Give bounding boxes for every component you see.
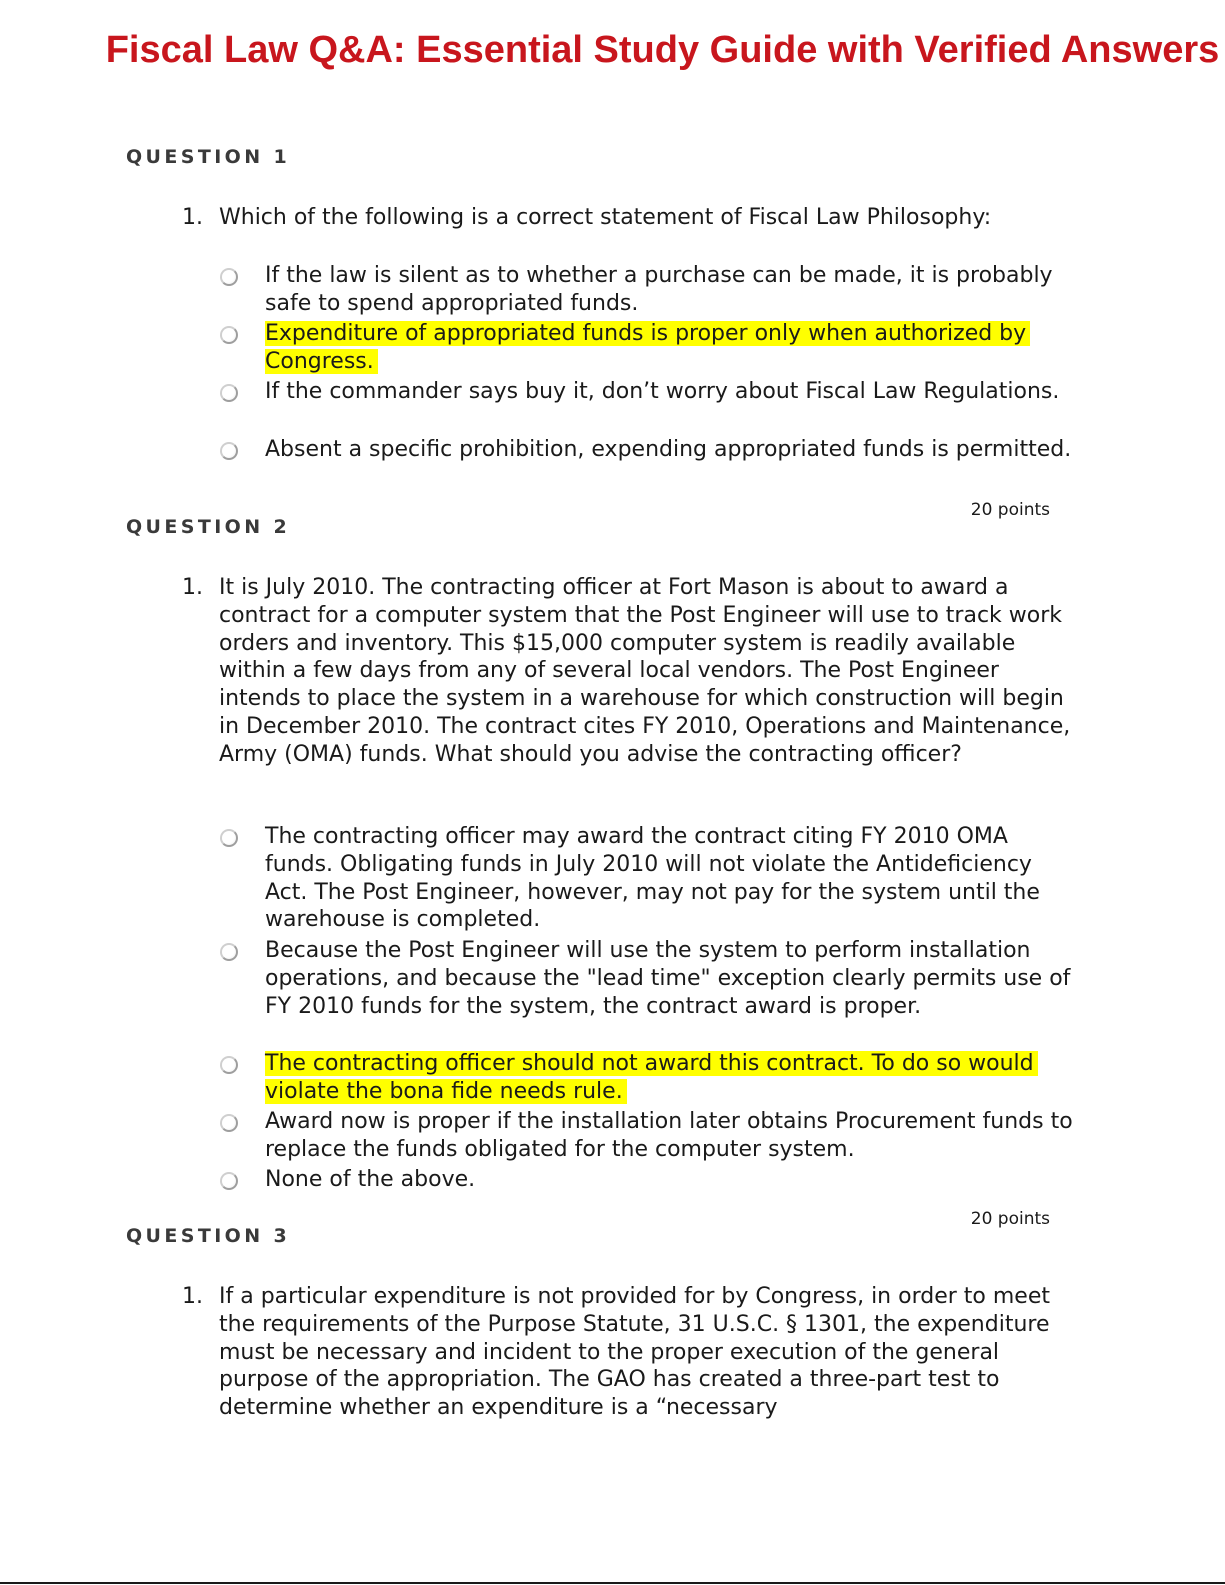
question-1-number: 1. <box>182 205 203 230</box>
option-label-highlighted <box>265 320 1075 376</box>
option-label-highlighted <box>265 1050 1035 1106</box>
question-2-text: It is July 2010. The contracting officer at Fort Mason is about to award a contract for a computer system that the Post Engineer will use to track work orders and inventory. This $15,000 computer system is readily available within a few days from any of several local vendors. The Post Engineer intends to place the system in a warehouse for which construction will begin in December 2010. The contract cites FY 2010, Operations and Maintenance, Army (OMA) funds. What should you advise the contracting officer? <box>219 575 1071 767</box>
question-2-heading: QUESTION 2 <box>126 516 291 538</box>
question-2-number: 1. <box>182 575 203 600</box>
radio-button-icon[interactable] <box>220 943 238 961</box>
correct-answer-highlight: The contracting officer should not award this contract. To do so would violate the bona fide needs rule. <box>265 1051 1038 1104</box>
option-label: Because the Post Engineer will use the system to perform installation operations, and because the "lead time" exception clearly permits use of FY 2010 funds for the system, the contract award is proper. <box>265 938 1071 1019</box>
question-1-points: 20 points <box>970 500 1050 520</box>
radio-button-icon[interactable] <box>220 1172 238 1190</box>
option-label: Award now is proper if the installation later obtains Procurement funds to replace the funds obligated for the computer system. <box>265 1109 1073 1162</box>
question-3-number: 1. <box>182 1284 203 1309</box>
radio-button-icon[interactable] <box>220 268 238 286</box>
question-3-text: If a particular expenditure is not provided for by Congress, in order to meet the requirements of the Purpose Statute, 31 U.S.C. § 1301, the expenditure must be necessary and incident to the proper execution of the general purpose of the appropriation. The GAO has created a three-part test to determine whether an expenditure is a “necessary <box>219 1284 1050 1421</box>
radio-button-icon[interactable] <box>220 326 238 344</box>
question-2-points: 20 points <box>970 1209 1050 1229</box>
page-bottom-rule <box>0 1582 1225 1584</box>
option-label: Absent a specific prohibition, expending appropriated funds is permitted. <box>265 437 1072 462</box>
question-3-heading: QUESTION 3 <box>126 1225 291 1247</box>
radio-button-icon[interactable] <box>220 384 238 402</box>
radio-button-icon[interactable] <box>220 1114 238 1132</box>
radio-button-icon[interactable] <box>220 1056 238 1074</box>
correct-answer-highlight: Expenditure of appropriated funds is proper only when authorized by Congress. <box>265 321 1030 374</box>
radio-button-icon[interactable] <box>220 442 238 460</box>
question-1-heading: QUESTION 1 <box>126 146 291 168</box>
option-label: The contracting officer may award the contract citing FY 2010 OMA funds. Obligating funds in July 2010 will not violate the Antideficiency Act. The Post Engineer, however, may not pay for the system until the warehouse is completed. <box>265 824 1040 933</box>
radio-button-icon[interactable] <box>220 829 238 847</box>
option-label: None of the above. <box>265 1167 476 1192</box>
question-1-text: Which of the following is a correct statement of Fiscal Law Philosophy: <box>219 205 992 230</box>
option-label: If the commander says buy it, don’t worry about Fiscal Law Regulations. <box>265 379 1060 404</box>
document-title: Fiscal Law Q&A: Essential Study Guide with Verified Answers <box>105 29 1220 71</box>
option-label: If the law is silent as to whether a purchase can be made, it is probably safe to spend appropriated funds. <box>265 263 1053 316</box>
